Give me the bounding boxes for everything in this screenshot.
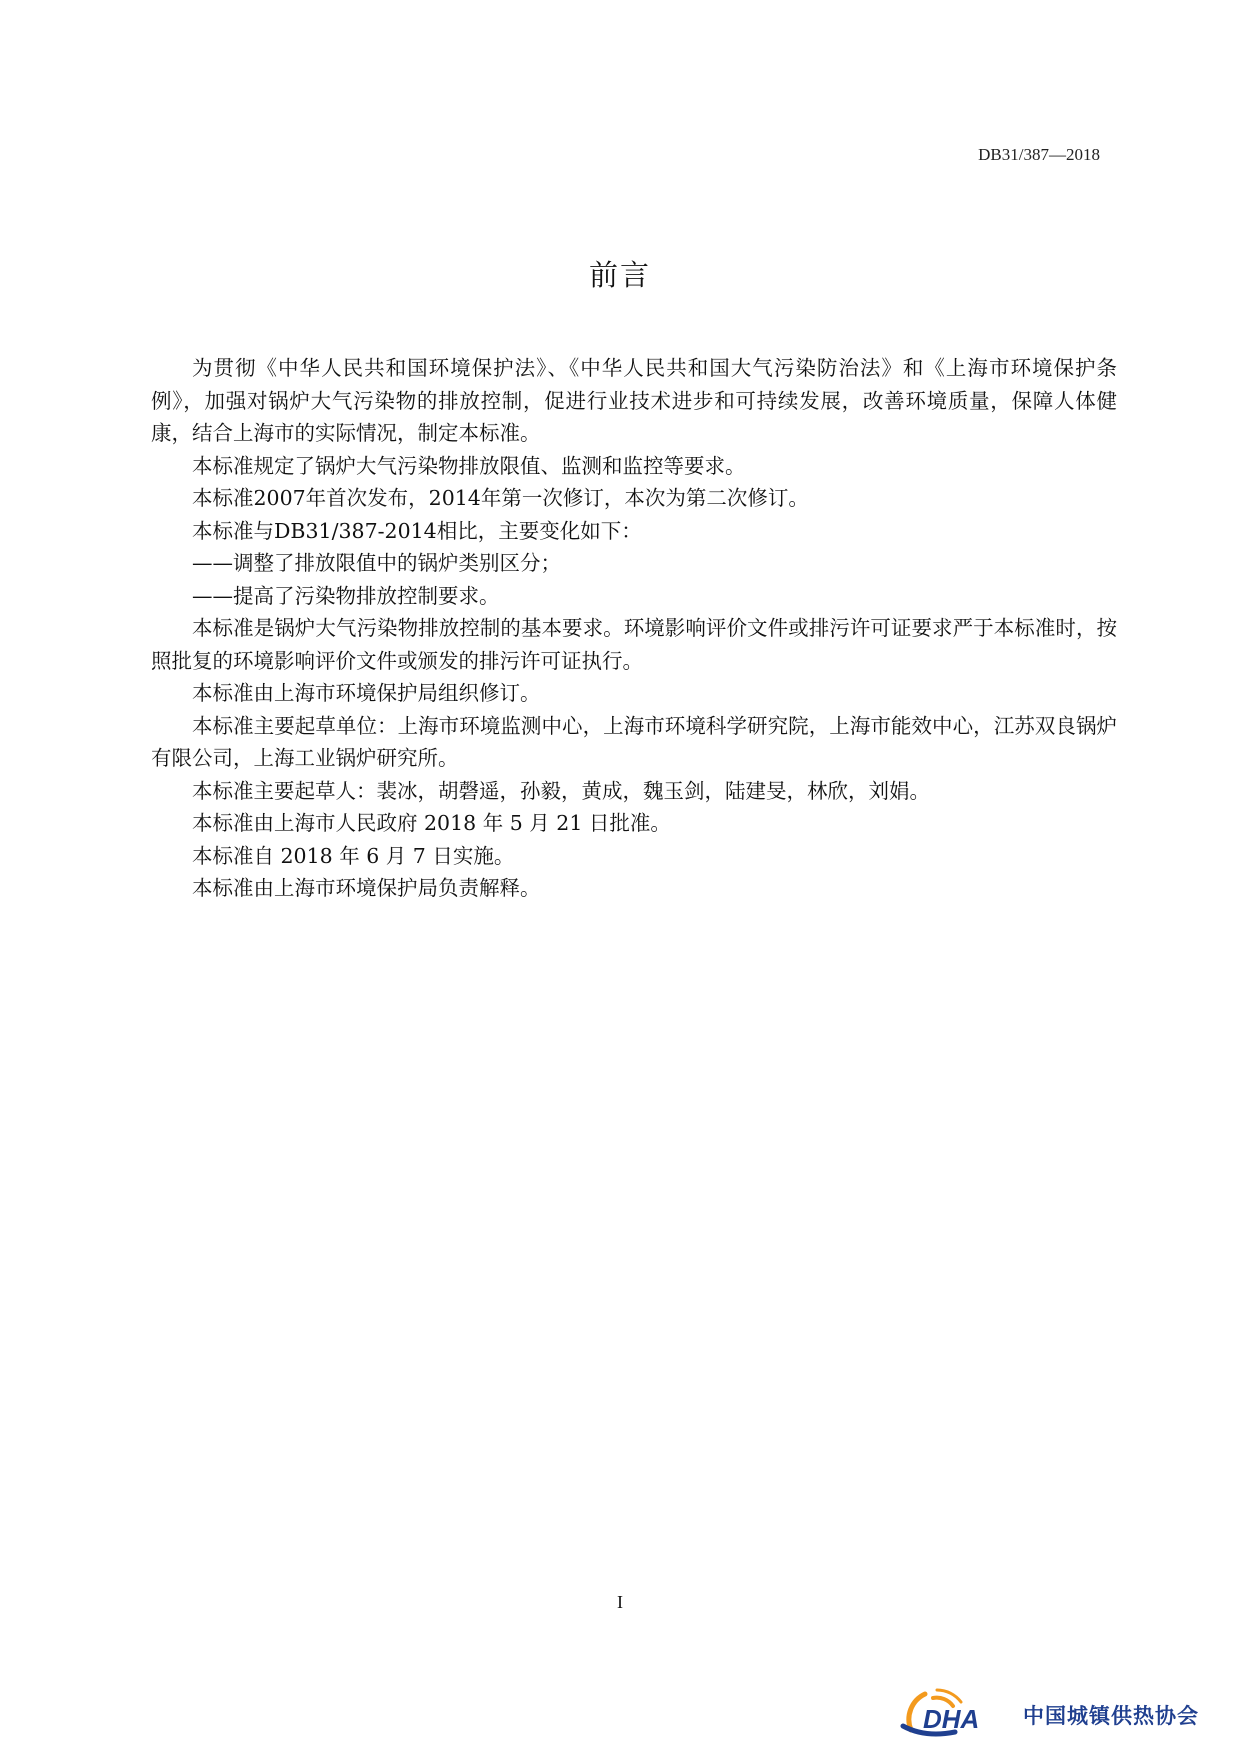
list-item: ——调整了排放限值中的锅炉类别区分； [192,551,561,575]
paragraph: 为贯彻《中华人民共和国环境保护法》、《中华人民共和国大气污染防治法》和《上海市环境保护条例》，加强对锅炉大气污染物的排放控制，促进行业技术进步和可持续发展，改善环境质量，保障人体健康，结合上海市的实际情况，制定本标准。 [151,356,1117,445]
paragraph: 本标准与DB31/387-2014相比，主要变化如下： [192,518,642,543]
document-code: DB31/387—2018 [978,145,1100,164]
paragraph: 本标准2007年首次发布，2014年第一次修订，本次为第二次修订。 [192,486,809,510]
logo-org-name: 中国城镇供热协会 [1023,1704,1199,1728]
cdha-logo [895,1686,1205,1740]
paragraph: 本标准主要起草人：裴冰，胡磬遥，孙毅，黄成，魏玉剑，陆建旻，林欣，刘娟。 [192,778,930,803]
list-item: ——提高了污染物排放控制要求。 [192,583,500,608]
page-title: 前言 [588,258,651,292]
cdha-logo-icon [895,1686,1025,1740]
body-text [151,352,1117,905]
paragraph: 本标准是锅炉大气污染物排放控制的基本要求。环境影响评价文件或排污许可证要求严于本标准时，按照批复的环境影响评价文件或颁发的排污许可证执行。 [151,616,1117,673]
page-number: I [617,1592,623,1612]
logo-mark-text: DHA [923,1704,980,1734]
paragraph: 本标准由上海市环境保护局负责解释。 [192,876,541,900]
paragraph: 本标准由上海市环境保护局组织修订。 [192,681,541,705]
paragraph: 本标准主要起草单位：上海市环境监测中心，上海市环境科学研究院，上海市能效中心，江苏双良锅炉有限公司，上海工业锅炉研究所。 [151,713,1117,770]
paragraph: 本标准由上海市人民政府 2018 年 5 月 21 日批准。 [192,811,671,835]
paragraph: 本标准自 2018 年 6 月 7 日实施。 [192,843,515,868]
paragraph: 本标准规定了锅炉大气污染物排放限值、监测和监控等要求。 [192,453,746,478]
